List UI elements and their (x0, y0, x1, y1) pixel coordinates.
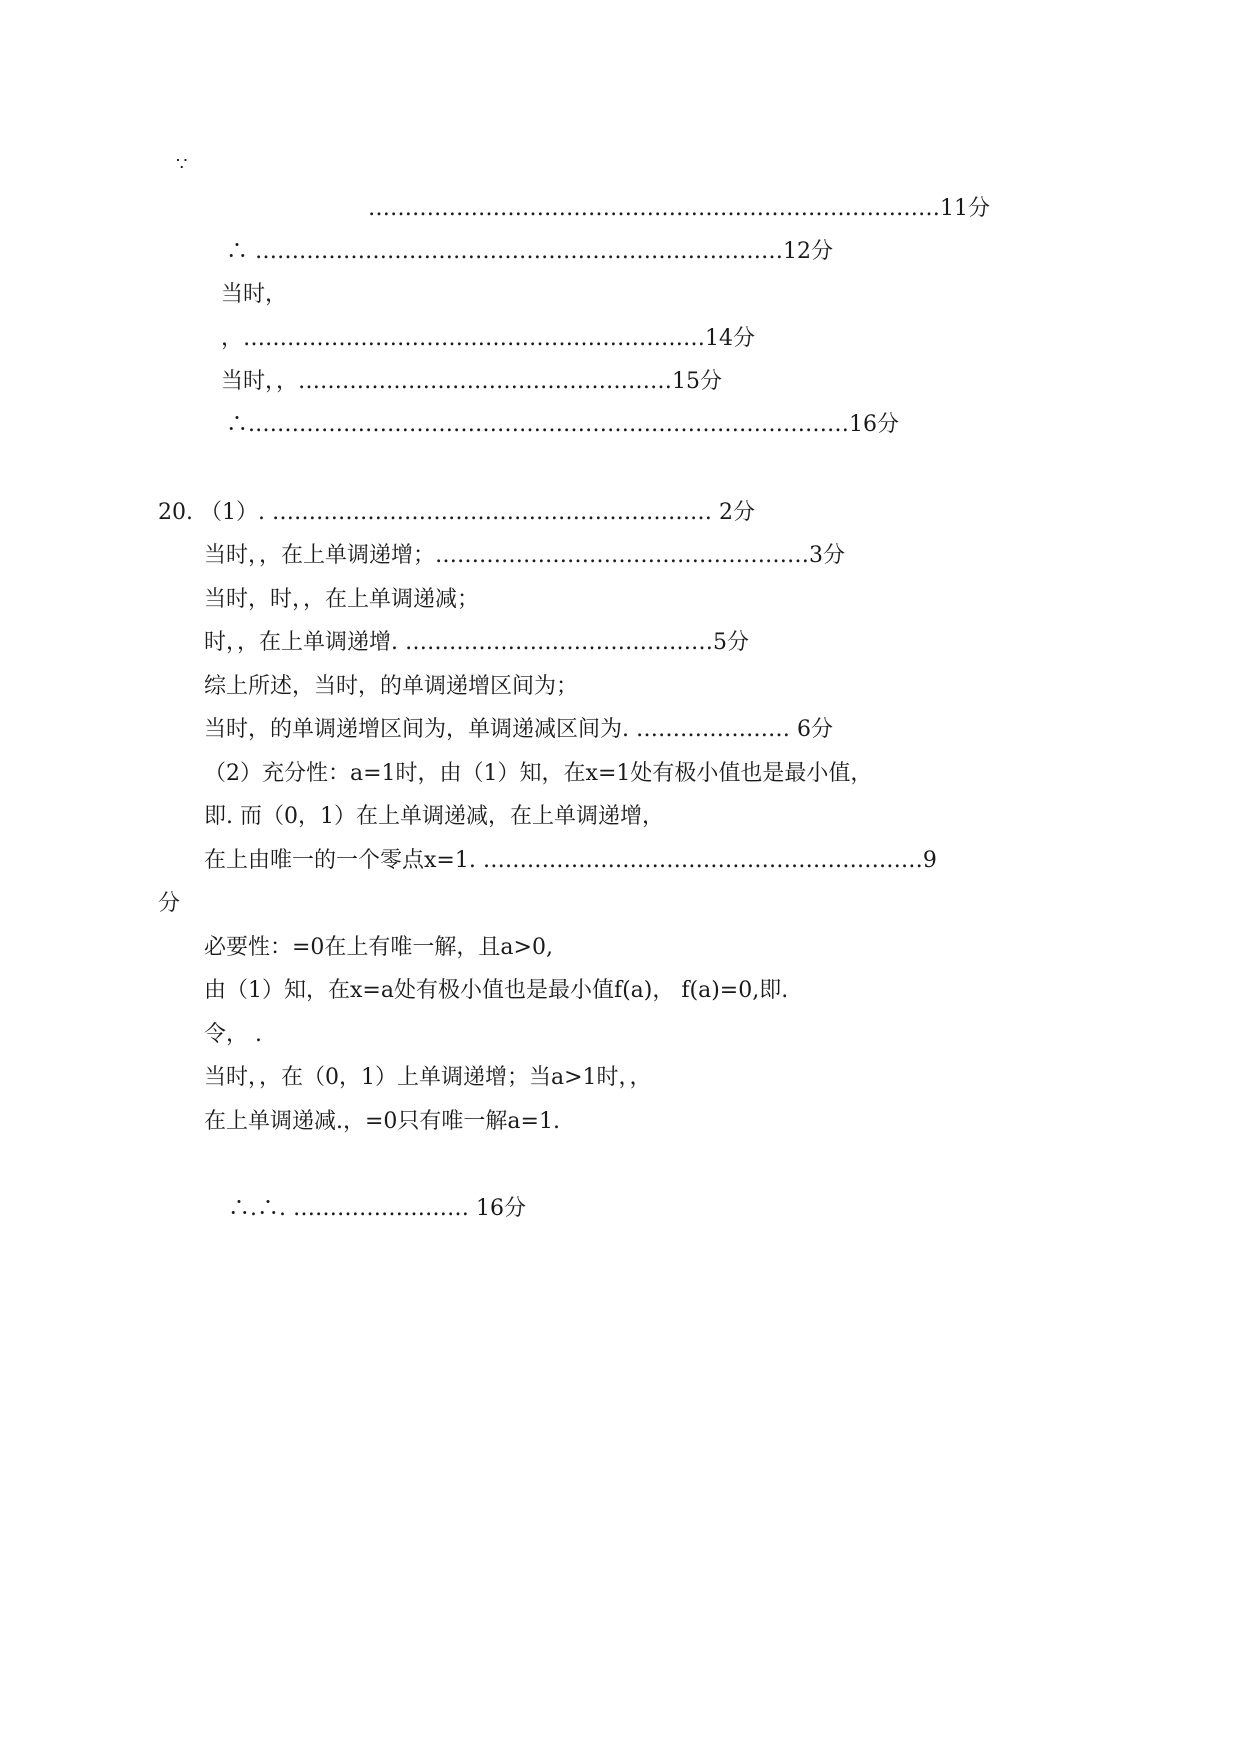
text-line: 在上单调递减.，=0只有唯一解a=1. (204, 1109, 560, 1134)
text-line: 即. 而（0，1）在上单调递减，在上单调递增， (204, 804, 664, 829)
score-line-15: 当时，，……………………………………………15分 (221, 369, 722, 394)
score-line-11: ……………………………………………………………………11分 (368, 196, 990, 221)
text-line: 综上所述，当时，的单调递增区间为； (204, 674, 579, 699)
question-20-heading: 20. （1）. …………………………………………………… 2分 (158, 500, 755, 525)
because-symbol: ∵ (176, 154, 188, 175)
text-line: （2）充分性：a=1时，由（1）知，在x=1处有极小值也是最小值， (204, 761, 873, 786)
text-line: 当时，，在上单调递增；……………………………………………3分 (204, 543, 845, 568)
text-line: 当时，，在（0，1）上单调递增；当a>1时，， (204, 1065, 652, 1090)
text-line: 由（1）知，在x=a处有极小值也是最小值f(a)， f(a)=0,即. (204, 978, 789, 1003)
text-line: 当时，时，，在上单调递减； (204, 587, 480, 612)
score-line-14: ，………………………………………………………14分 (221, 326, 755, 351)
text-line: 时，，在上单调递增. ……………………………………5分 (204, 630, 749, 655)
text-line: 当时， (221, 282, 288, 307)
text-line: 在上由唯一的一个零点x=1. ……………………………………………………9 (204, 848, 937, 873)
text-line: 令， . (204, 1022, 262, 1047)
score-line-16: ∴.………………………………………………………………………16分 (226, 412, 899, 437)
text-line: 当时，的单调递增区间为，单调递减区间为. ………………… 6分 (204, 717, 833, 742)
text-line: 必要性：=0在上有唯一解，且a>0, (204, 935, 553, 960)
final-score-line: ∴.∴. …………………… 16分 (228, 1196, 526, 1221)
text-line: 分 (158, 891, 181, 916)
score-line-12: ∴ ………………………………………………………………12分 (226, 239, 833, 264)
